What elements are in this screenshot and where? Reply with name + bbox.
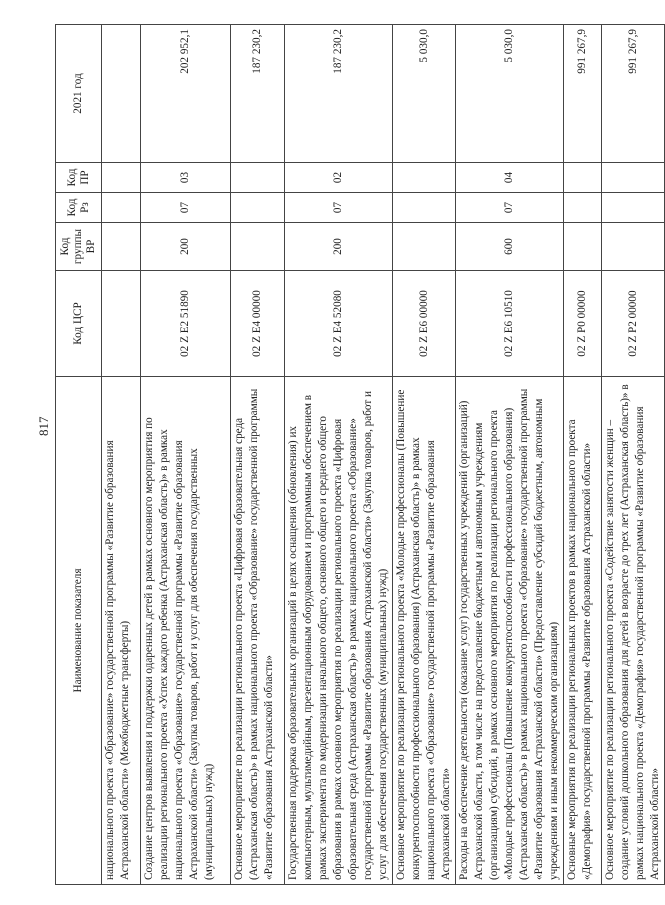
header-vr: Код группы ВР bbox=[56, 223, 102, 271]
row-amount: 202 952,1 bbox=[141, 25, 231, 163]
row-rz: 07 bbox=[456, 193, 564, 223]
row-rz: 07 bbox=[141, 193, 231, 223]
row-rz bbox=[602, 193, 665, 223]
table-header-row bbox=[56, 25, 102, 885]
header-year: 2021 год bbox=[56, 25, 102, 163]
row-amount: 5 030,0 bbox=[393, 25, 456, 163]
row-pr bbox=[393, 163, 456, 193]
row-amount: 187 230,2 bbox=[285, 25, 393, 163]
row-csr: 02 Z E6 10510 bbox=[456, 271, 564, 377]
table-row bbox=[285, 25, 393, 885]
row-rz bbox=[393, 193, 456, 223]
header-csr: Код ЦСР bbox=[56, 271, 102, 377]
row-pr bbox=[231, 163, 285, 193]
page-number: 817 bbox=[36, 416, 51, 436]
row-vr: 600 bbox=[456, 223, 564, 271]
row-vr bbox=[393, 223, 456, 271]
table-row bbox=[102, 25, 141, 885]
row-name: Основные мероприятия по реализации региональных проектов в рамках национального проекта «Демография» государственной программы «Развитие образования Астраханской области» bbox=[564, 377, 602, 885]
table-row bbox=[564, 25, 602, 885]
row-pr bbox=[564, 163, 602, 193]
row-rz bbox=[564, 193, 602, 223]
rotated-table-container bbox=[55, 25, 661, 885]
header-pr: Код ПР bbox=[56, 163, 102, 193]
row-amount: 5 030,0 bbox=[456, 25, 564, 163]
row-csr: 02 Z E2 51890 bbox=[141, 271, 231, 377]
row-name: Основное мероприятие по реализации регионального проекта «Цифровая образовательная среда (Астраханская область)» в рамках национального проекта «Образование» государственной программы «Развитие образования Астраханской области» bbox=[231, 377, 285, 885]
table-row bbox=[141, 25, 231, 885]
row-csr: 02 Z P0 00000 bbox=[564, 271, 602, 377]
row-name: Расходы на обеспечение деятельности (оказание услуг) государственных учреждений (организаций) Астраханской области, в том числе на предоставление бюджетным и автономным учреждениям (организациям) субсидий, в рамках основного мероприятия по реализации регионального проекта «Молодые профессионалы (Повышение конкурентоспособности профессионального образования) (Астраханская область)» в рамках национального проекта «Образование» государственной программы «Развитие образования Астраханской области» (Предоставление субсидий бюджетным, автономным учреждениям и иным некоммерческим организациям) bbox=[456, 377, 564, 885]
row-amount: 187 230,2 bbox=[231, 25, 285, 163]
budget-table bbox=[55, 24, 665, 885]
row-name: Основное мероприятие по реализации регионального проекта «Молодые профессионалы (Повышение конкурентоспособности профессионального образования) (Астраханская область)» в рамках национального проекта «Образование» государственной программы «Развитие образования Астраханской области» bbox=[393, 377, 456, 885]
row-csr: 02 Z P2 00000 bbox=[602, 271, 665, 377]
row-rz: 07 bbox=[285, 193, 393, 223]
row-amount bbox=[102, 25, 141, 163]
row-name: Основное мероприятие по реализации регионального проекта «Содействие занятости женщин – создание условий дошкольного образования для детей в возрасте до трех лет (Астраханская область)» в рамках национального проекта «Демография» государственной программы «Развитие образования Астраханской области» bbox=[602, 377, 665, 885]
row-pr: 02 bbox=[285, 163, 393, 193]
row-csr bbox=[102, 271, 141, 377]
header-rz: Код Рз bbox=[56, 193, 102, 223]
row-csr: 02 Z E4 52080 bbox=[285, 271, 393, 377]
row-vr bbox=[564, 223, 602, 271]
row-pr: 04 bbox=[456, 163, 564, 193]
table-row bbox=[231, 25, 285, 885]
row-rz bbox=[102, 193, 141, 223]
row-vr: 200 bbox=[141, 223, 231, 271]
row-amount: 991 267,9 bbox=[602, 25, 665, 163]
row-vr bbox=[102, 223, 141, 271]
row-name: Государственная поддержка образовательных организаций в целях оснащения (обновления) их компьютерным, мультимедийным, презентационным оборудованием и программным обеспечением в рамках эксперимента по модернизации начального общего, основного общего и среднего общего образования в рамках основного мероприятия по реализации регионального проекта «Цифровая образовательная среда (Астраханская область)» в рамках национального проекта «Образование» государственной программы «Развитие образования Астраханской области» (Закупка товаров, работ и услуг для обеспечения государственных (муниципальных) нужд) bbox=[285, 377, 393, 885]
table-row bbox=[602, 25, 665, 885]
row-csr: 02 Z E6 00000 bbox=[393, 271, 456, 377]
row-vr bbox=[231, 223, 285, 271]
header-name: Наименование показателя bbox=[56, 377, 102, 885]
row-vr: 200 bbox=[285, 223, 393, 271]
row-name: национального проекта «Образование» государственной программы «Развитие образования Астраханской области» (Межбюджетные трансферты) bbox=[102, 377, 141, 885]
table-row bbox=[456, 25, 564, 885]
row-csr: 02 Z E4 00000 bbox=[231, 271, 285, 377]
row-pr bbox=[602, 163, 665, 193]
row-pr bbox=[102, 163, 141, 193]
row-name: Создание центров выявления и поддержки одаренных детей в рамках основного мероприятия по реализации регионального проекта «Успех каждого ребенка (Астраханская область)» в рамках национального проекта «Образование» государственной программы «Развитие образования Астраханской области» (Закупка товаров, работ и услуг для обеспечения государственных (муниципальных) нужд) bbox=[141, 377, 231, 885]
row-rz bbox=[231, 193, 285, 223]
row-vr bbox=[602, 223, 665, 271]
row-pr: 03 bbox=[141, 163, 231, 193]
table-row bbox=[393, 25, 456, 885]
row-amount: 991 267,9 bbox=[564, 25, 602, 163]
